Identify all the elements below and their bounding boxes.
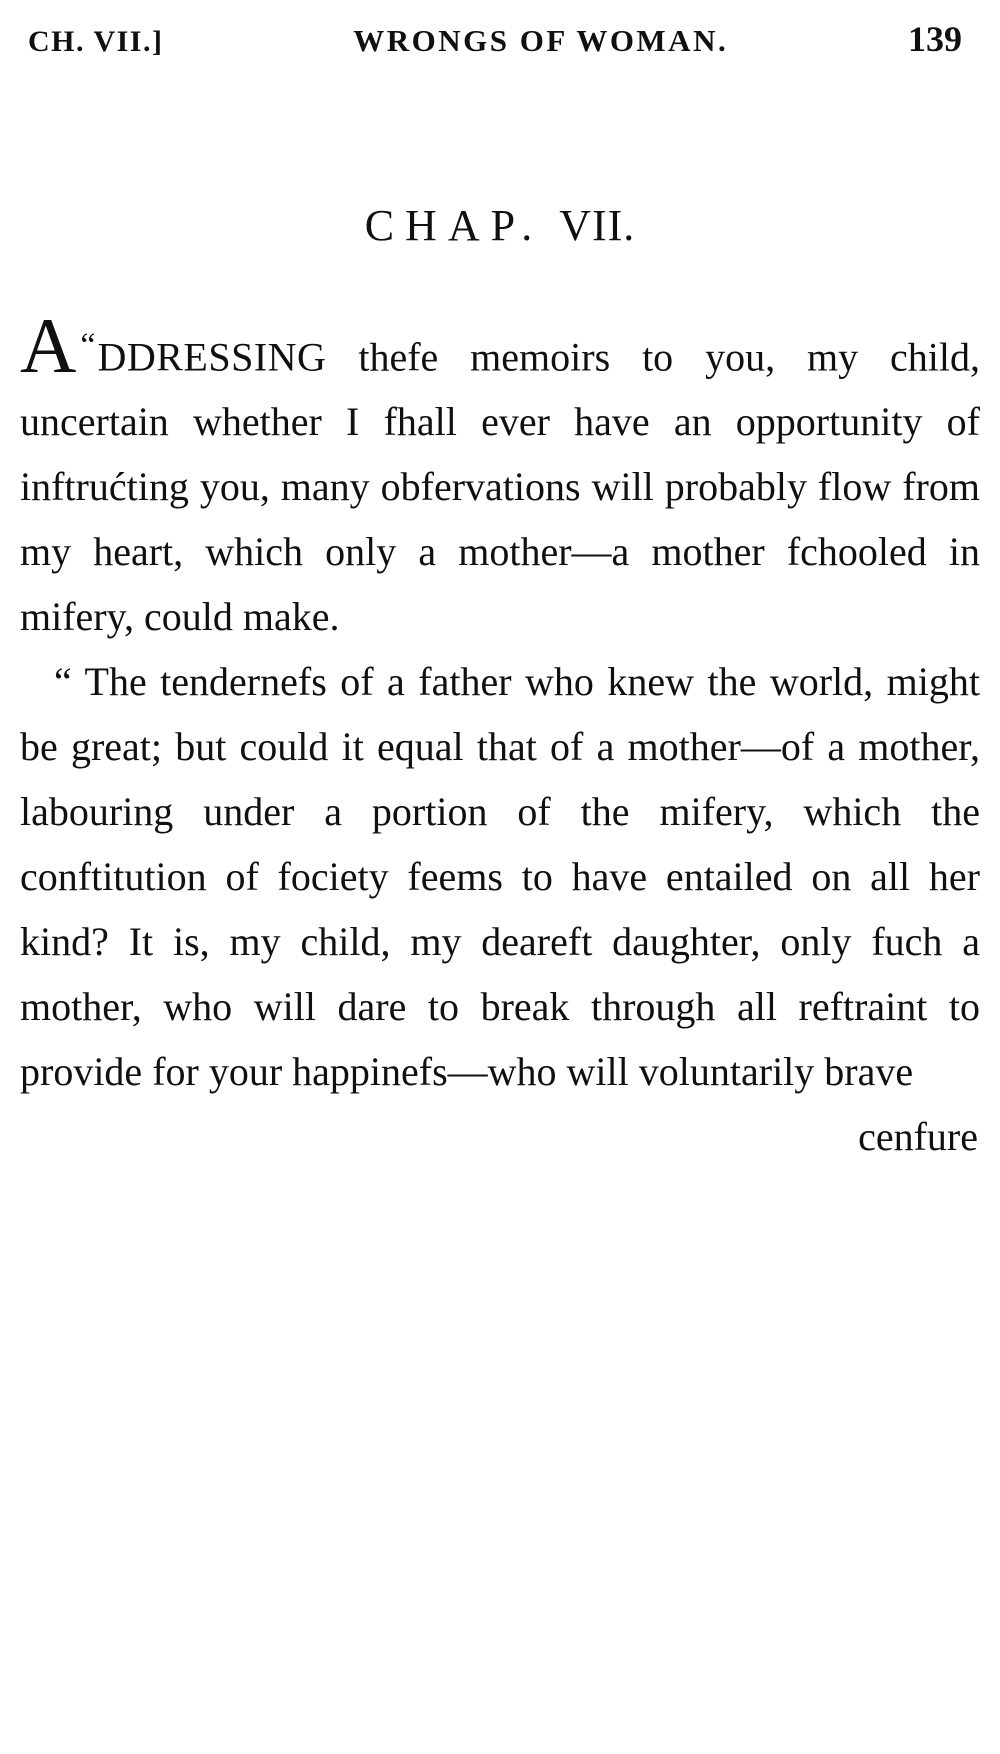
- chapter-heading-number: VII.: [559, 201, 636, 250]
- paragraph-1: [20, 302, 980, 649]
- running-head-chapter: CH. VII.]: [28, 25, 164, 58]
- page-number: 139: [907, 19, 962, 59]
- opening-quote: “: [80, 327, 96, 364]
- drop-cap: A: [20, 302, 77, 389]
- paragraph-1-first-word: DDRESSING: [97, 334, 327, 380]
- running-head-title: WRONGS OF WOMAN.: [353, 23, 729, 58]
- chapter-heading-word: CHAP.: [364, 201, 544, 250]
- paragraph-1-text: thefe memoirs to you, my child, uncertain whether I fhall ever have an opportunity of inftrućting you, many obfervations will probably flow from my heart, which only a mother—a mother fchooled in mifery, could make.: [20, 334, 980, 640]
- running-head: [20, 18, 980, 60]
- chapter-heading: [20, 200, 980, 251]
- paragraph-2: “ The tendernefs of a father who knew the world, might be great; but could it equal that of a mother—of a mother, labouring under a portion of the mifery, which the conftitution of fociety feems to have entailed on all her kind? It is, my child, my deareft daughter, only fuch a mother, who will dare to break through all reftraint to provide for your happinefs—who will voluntarily brave: [20, 659, 980, 1095]
- catchword: cenfure: [858, 1114, 978, 1160]
- body-text: [20, 302, 980, 1169]
